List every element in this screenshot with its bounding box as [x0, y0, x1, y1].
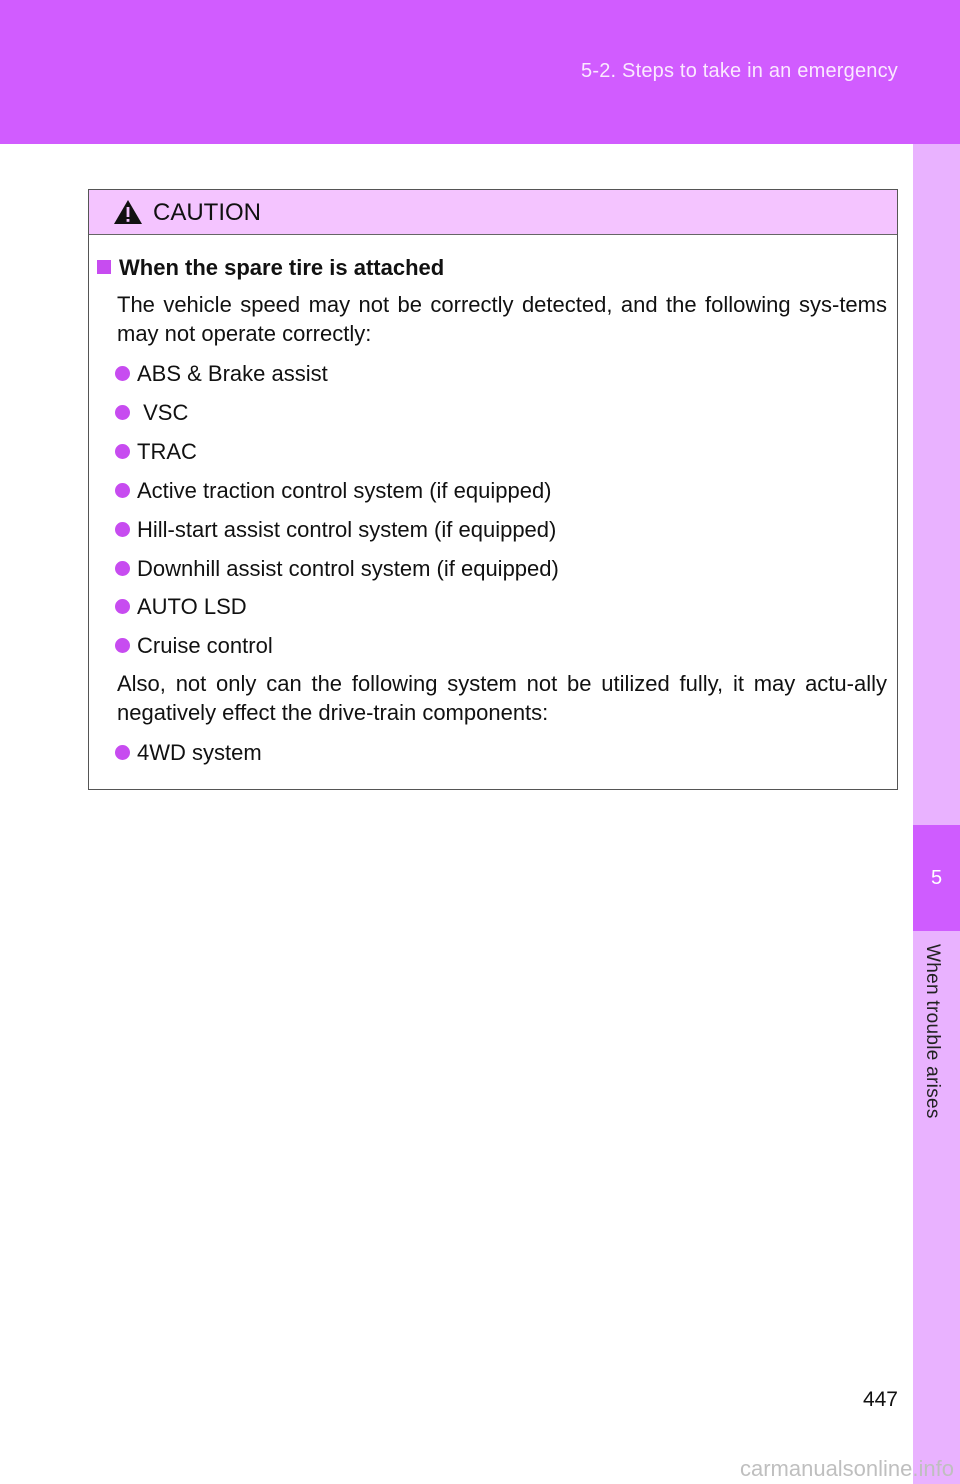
note-paragraph: Also, not only can the following system not be utilized fully, it may actu-ally negatively effect the drive-train components:	[117, 671, 887, 725]
section-title: 5-2. Steps to take in an emergency	[581, 60, 898, 82]
list-item: Cruise control	[115, 633, 273, 659]
caution-heading: When the spare tire is attached	[97, 255, 444, 281]
page-header	[0, 0, 960, 144]
bullet-dot-icon	[115, 444, 130, 459]
list-item: Hill-start assist control system (if equipped)	[115, 517, 556, 543]
bullet-dot-icon	[115, 522, 130, 537]
square-bullet-icon	[97, 260, 111, 274]
bullet-dot-icon	[115, 366, 130, 381]
bullet-dot-icon	[115, 483, 130, 498]
bullet-dot-icon	[115, 561, 130, 576]
bullet-dot-icon	[115, 638, 130, 653]
list-item: Downhill assist control system (if equipped)	[115, 556, 559, 582]
intro-paragraph: The vehicle speed may not be correctly detected, and the following sys-tems may not operate correctly:	[117, 292, 887, 346]
bullet-dot-icon	[115, 405, 130, 420]
side-tab	[913, 144, 960, 1484]
page-number: 447	[862, 1388, 898, 1411]
list-item: AUTO LSD	[115, 594, 247, 620]
list-item: 4WD system	[115, 740, 262, 766]
caution-header	[89, 190, 897, 235]
watermark: carmanualsonline.info	[739, 1456, 954, 1481]
chapter-label: When trouble arises	[922, 944, 943, 1119]
list-item: VSC	[115, 400, 188, 426]
list-item: TRAC	[115, 439, 197, 465]
caution-title: CAUTION	[153, 199, 261, 226]
list-item: ABS & Brake assist	[115, 361, 328, 387]
caution-box	[88, 189, 898, 790]
list-item: Active traction control system (if equipped)	[115, 478, 552, 504]
bullet-dot-icon	[115, 599, 130, 614]
warning-triangle-icon	[113, 199, 143, 225]
bullet-dot-icon	[115, 745, 130, 760]
chapter-number: 5	[913, 825, 960, 931]
